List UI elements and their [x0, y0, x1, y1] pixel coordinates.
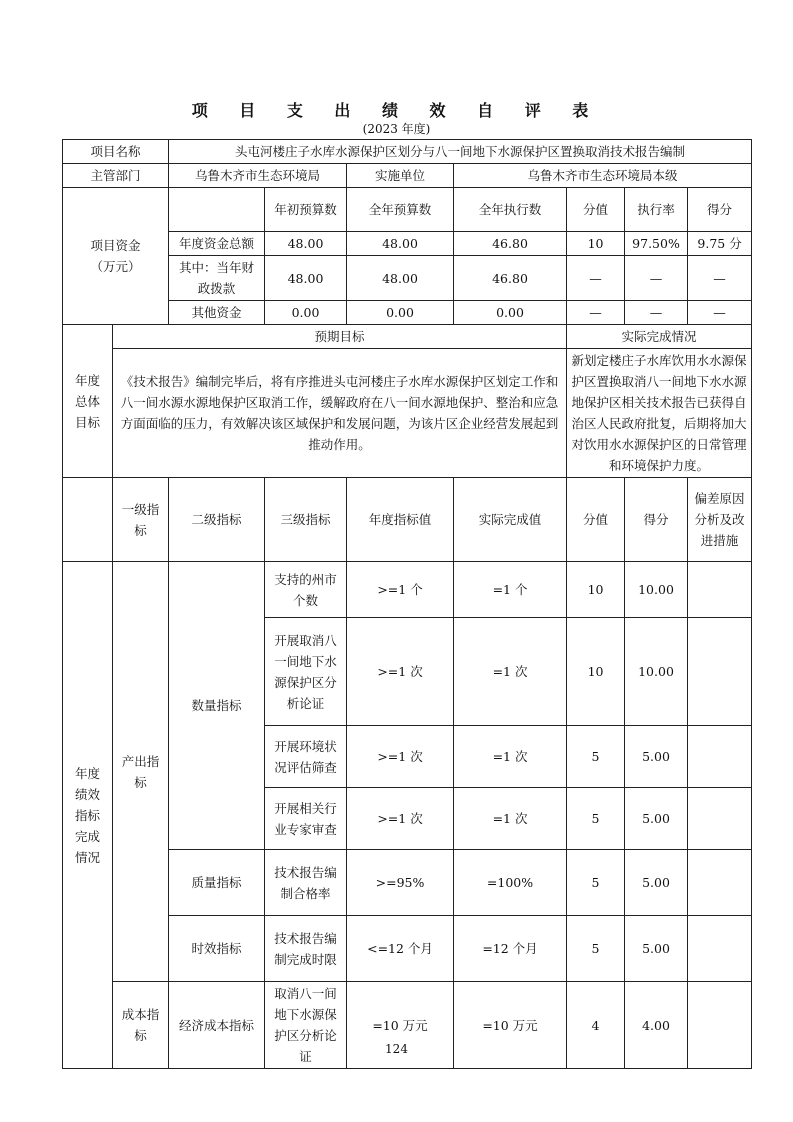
indicator-score: 5.00 [625, 916, 688, 982]
indicator-remark [688, 618, 752, 726]
indicator-name: 技术报告编制合格率 [265, 850, 347, 916]
actual-result-header: 实际完成情况 [567, 325, 752, 349]
project-name-row [63, 140, 752, 164]
indicator-score: 10.00 [625, 562, 688, 618]
indicator-weight: 10 [567, 618, 625, 726]
indicator-weight: 5 [567, 916, 625, 982]
indicator-weight: 5 [567, 850, 625, 916]
indicator-row [63, 562, 752, 618]
indicator-score: 5.00 [625, 788, 688, 850]
timeliness-indicator-label: 时效指标 [169, 916, 265, 982]
funds-cell: — [625, 301, 688, 325]
quantity-indicator-label: 数量指标 [169, 562, 265, 850]
indicator-target: >=1 次 [347, 618, 454, 726]
funds-cell: 0.00 [265, 301, 347, 325]
indicator-actual: =1 次 [454, 726, 567, 788]
indicator-name: 支持的州市个数 [265, 562, 347, 618]
funds-header-annual: 全年预算数 [347, 188, 454, 232]
indicator-remark [688, 916, 752, 982]
goals-label: 年度 总体 目标 [63, 325, 113, 478]
goals-header-row [63, 325, 752, 349]
indicator-target: <=12 个月 [347, 916, 454, 982]
indicator-actual: =12 个月 [454, 916, 567, 982]
funds-cell: — [688, 301, 752, 325]
indicator-actual: =100% [454, 850, 567, 916]
funds-cell: — [625, 256, 688, 301]
funds-cell: 48.00 [347, 256, 454, 301]
funds-header-blank [169, 188, 265, 232]
page-subtitle: (2023 年度) [362, 122, 431, 136]
quality-indicator-label: 质量指标 [169, 850, 265, 916]
funds-cell: — [567, 301, 625, 325]
score-header: 得分 [625, 478, 688, 562]
indicator-target: =10 万元 [347, 982, 454, 1069]
indicator-weight: 5 [567, 726, 625, 788]
indicator-score: 5.00 [625, 726, 688, 788]
expected-goal-header: 预期目标 [113, 325, 567, 349]
funds-cell: 48.00 [265, 232, 347, 256]
indicator-score: 4.00 [625, 982, 688, 1069]
funds-cell: 10 [567, 232, 625, 256]
indicator-target: >=1 次 [347, 788, 454, 850]
indicator-weight: 4 [567, 982, 625, 1069]
implementer-label: 实施单位 [347, 164, 454, 188]
project-name-label: 项目名称 [63, 140, 169, 164]
funds-cell: 48.00 [347, 232, 454, 256]
funds-cell: 0.00 [454, 301, 567, 325]
funds-header-rate: 执行率 [625, 188, 688, 232]
indicator-actual: =10 万元 [454, 982, 567, 1069]
expected-goal-text: 《技术报告》编制完毕后，将有序推进头屯河楼庄子水库水源保护区划定工作和八一间水源水源地保护区取消工作，缓解政府在八一间水源地保护、整治和应急方面面临的压力，有效解决该区域保护和发展问题，为该片区企业经营发展起到推动作用。 [113, 349, 567, 478]
funds-cell: 48.00 [265, 256, 347, 301]
weight-header: 分值 [567, 478, 625, 562]
funds-cell: 97.50% [625, 232, 688, 256]
indicator-actual: =1 个 [454, 562, 567, 618]
level3-header: 三级指标 [265, 478, 347, 562]
indicator-name: 开展环境状况评估筛查 [265, 726, 347, 788]
department-value: 乌鲁木齐市生态环境局 [169, 164, 347, 188]
funds-cell: 9.75 分 [688, 232, 752, 256]
funds-header-initial: 年初预算数 [265, 188, 347, 232]
indicator-weight: 5 [567, 788, 625, 850]
funds-cell: — [567, 256, 625, 301]
funds-row-label: 其他资金 [169, 301, 265, 325]
indicator-target: >=1 次 [347, 726, 454, 788]
actual-header: 实际完成值 [454, 478, 567, 562]
project-name-value: 头屯河楼庄子水库水源保护区划分与八一间地下水源保护区置换取消技术报告编制 [169, 140, 752, 164]
funds-header-weight: 分值 [567, 188, 625, 232]
self-evaluation-table [62, 139, 752, 1069]
cost-indicator-label: 成本指标 [113, 982, 169, 1069]
indicator-remark [688, 850, 752, 916]
remark-header: 偏差原因分析及改进措施 [688, 478, 752, 562]
level2-header: 二级指标 [169, 478, 265, 562]
funds-cell: 0.00 [347, 301, 454, 325]
indicator-name: 开展相关行业专家审查 [265, 788, 347, 850]
goals-content-row [63, 349, 752, 478]
indicator-target: >=1 个 [347, 562, 454, 618]
output-indicator-label: 产出指标 [113, 562, 169, 982]
implementer-value: 乌鲁木齐市生态环境局本级 [454, 164, 752, 188]
economic-cost-indicator-label: 经济成本指标 [169, 982, 265, 1069]
indicator-remark [688, 726, 752, 788]
funds-cell: 46.80 [454, 232, 567, 256]
page-title: 项 目 支 出 绩 效 自 评 表 [191, 101, 602, 120]
actual-result-text: 新划定楼庄子水库饮用水水源保护区置换取消八一间地下水水源地保护区相关技术报告已获得自治区人民政府批复，后期将加大对饮用水水源保护区的日常管理和环境保护力度。 [567, 349, 752, 478]
target-header: 年度指标值 [347, 478, 454, 562]
department-row [63, 164, 752, 188]
indicator-name: 开展取消八一间地下水源保护区分析论证 [265, 618, 347, 726]
funds-label: 项目资金 （万元） [63, 188, 169, 325]
funds-row-label: 年度资金总额 [169, 232, 265, 256]
indicator-header-blank [63, 478, 113, 562]
indicator-name: 技术报告编制完成时限 [265, 916, 347, 982]
level1-header: 一级指标 [113, 478, 169, 562]
indicator-name: 取消八一间地下水源保护区分析论证 [265, 982, 347, 1069]
page-number: 124 [385, 1042, 408, 1056]
indicator-remark [688, 562, 752, 618]
indicator-target: >=95% [347, 850, 454, 916]
indicator-score: 10.00 [625, 618, 688, 726]
indicator-actual: =1 次 [454, 618, 567, 726]
funds-row-label: 其中：当年财政拨款 [169, 256, 265, 301]
funds-cell: — [688, 256, 752, 301]
indicator-score: 5.00 [625, 850, 688, 916]
indicator-remark [688, 788, 752, 850]
indicator-weight: 10 [567, 562, 625, 618]
funds-header-executed: 全年执行数 [454, 188, 567, 232]
indicator-header-row [63, 478, 752, 562]
funds-header-row [63, 188, 752, 232]
funds-cell: 46.80 [454, 256, 567, 301]
indicators-section-label: 年度 绩效 指标 完成 情况 [63, 562, 113, 1069]
funds-header-score: 得分 [688, 188, 752, 232]
indicator-actual: =1 次 [454, 788, 567, 850]
department-label: 主管部门 [63, 164, 169, 188]
